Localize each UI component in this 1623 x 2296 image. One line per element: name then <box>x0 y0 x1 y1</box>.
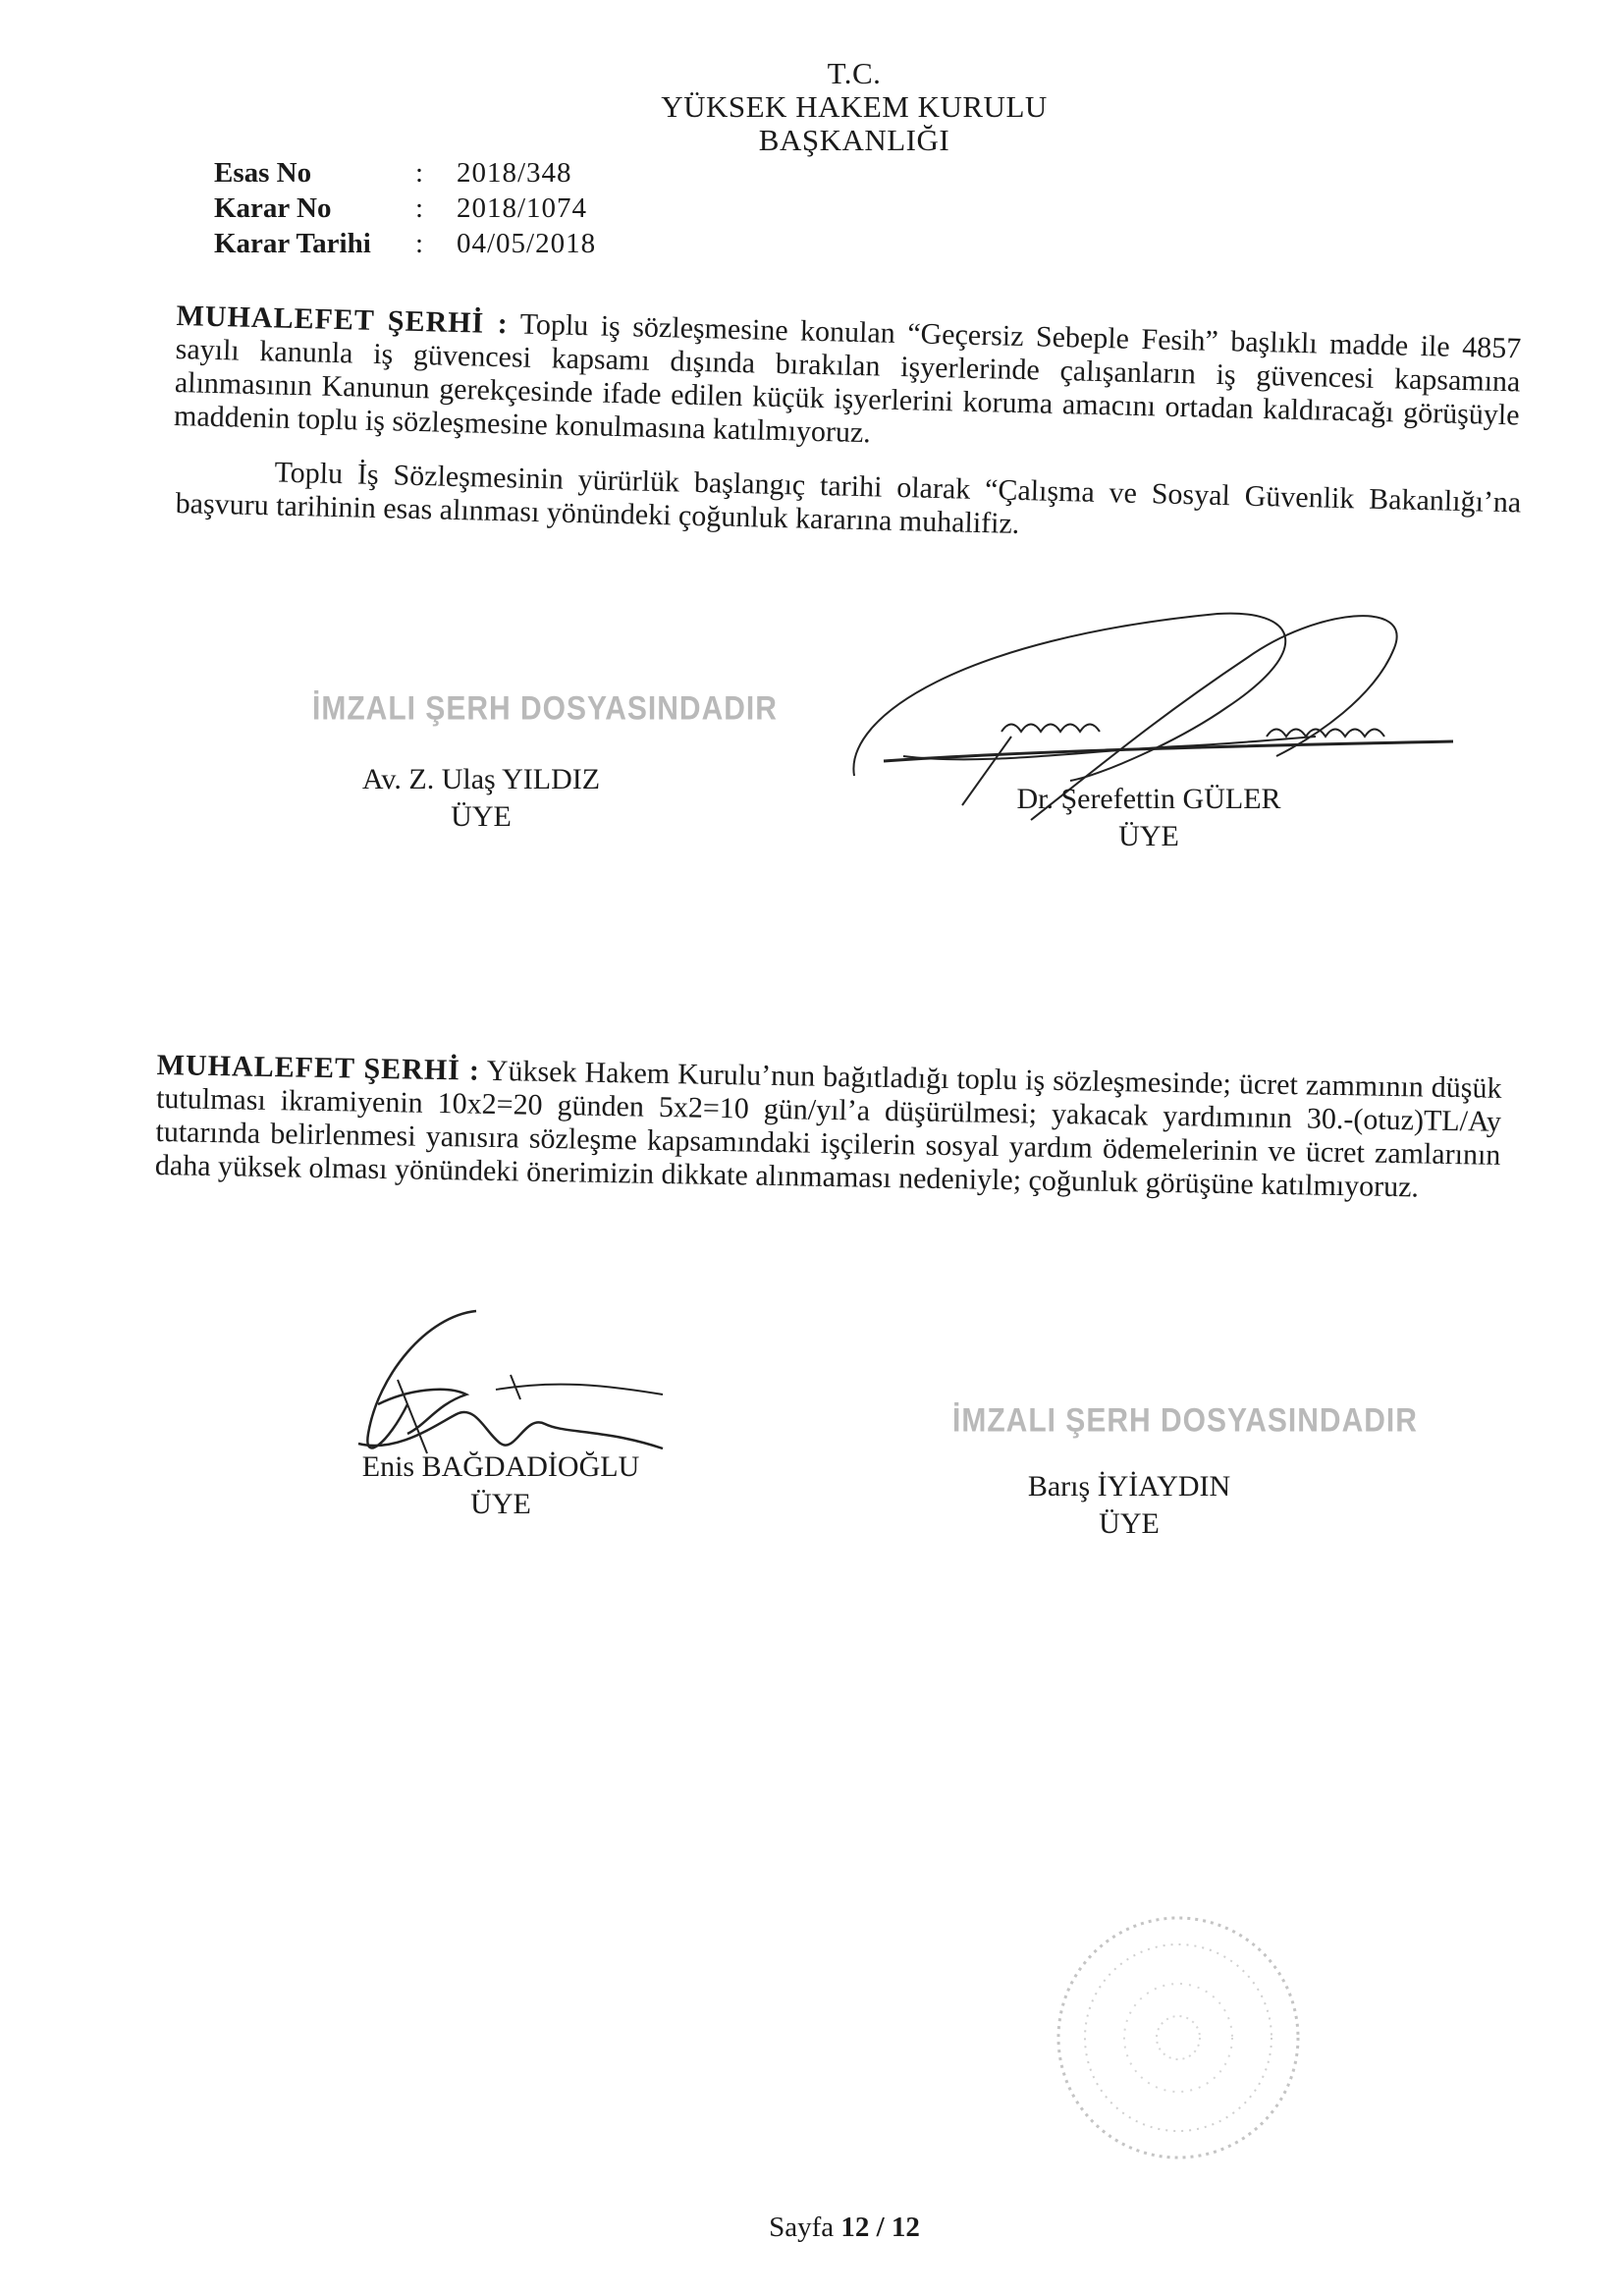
institution-header <box>628 57 1080 157</box>
header-presidency: BAŞKANLIĞI <box>758 123 950 157</box>
karar-value: 2018/1074 <box>457 192 588 224</box>
signatory-bagdadioglu <box>324 1449 677 1523</box>
esas-row <box>214 155 596 191</box>
signed-dissent-stamp-2: İMZALI ŞERH DOSYASINDADIR <box>952 1401 1418 1440</box>
page-total: 12 <box>891 2212 920 2243</box>
karar-row <box>214 191 596 226</box>
esas-label: Esas No <box>214 157 312 189</box>
tarih-colon: : <box>415 228 424 259</box>
karar-colon: : <box>415 192 424 224</box>
tarih-row <box>214 226 596 261</box>
signatory-role: ÜYE <box>1099 1507 1160 1540</box>
signatory-name: Av. Z. Ulaş YILDIZ <box>361 763 601 795</box>
case-metadata <box>214 155 596 261</box>
dissent-heading-1: MUHALEFET ŞERHİ : <box>176 300 510 341</box>
signatory-iyiaydin <box>972 1468 1286 1543</box>
dissent-heading-2: MUHALEFET ŞERHİ : <box>156 1049 481 1087</box>
page-current: 12 <box>840 2212 870 2243</box>
tarih-value: 04/05/2018 <box>457 228 597 259</box>
dissent-text-2: Yüksek Hakem Kurulu’nun bağıtladığı toplu iş sözleşmesinde; ücret zammının düşük tutulması ikramiyenin 10x2=20 günden 5x2=10 gün/yıl’a düşürülmesi; yakacak yardımının 30.-(otuz)TL/Ay tutarında belirlenmesi yanısıra sözleşme kapsamındaki işçilerin sosyal yardım ödemelerinin ve ücret zamlarının daha yüksek olması yönündeki önerimizin dikkate alınmaması nedeniyle; çoğunluk görüşüne katılmıyoruz. <box>154 1054 1502 1204</box>
page-prefix: Sayfa <box>769 2212 835 2243</box>
official-seal-icon <box>1041 1900 1316 2175</box>
header-tc: T.C. <box>827 56 882 90</box>
esas-value: 2018/348 <box>457 157 572 189</box>
page-number <box>746 2212 943 2244</box>
signed-dissent-stamp-1: İMZALI ŞERH DOSYASINDADIR <box>312 689 778 728</box>
signatory-name: Barış İYİAYDIN <box>1027 1470 1231 1503</box>
dissent-paragraph-2 <box>155 1049 1502 1206</box>
signatory-name: Enis BAĞDADİOĞLU <box>361 1450 640 1483</box>
tarih-label: Karar Tarihi <box>214 228 371 259</box>
signatory-yildiz <box>324 761 638 836</box>
dissent-paragraph-1 <box>174 300 1522 465</box>
esas-colon: : <box>415 157 424 189</box>
page-separator: / <box>876 2212 885 2243</box>
signatory-guler <box>972 781 1325 855</box>
dissent-paragraph-1b <box>175 454 1521 553</box>
signatory-role: ÜYE <box>470 1488 531 1520</box>
dissent-text-1: Toplu iş sözleşmesine konulan “Geçersiz Sebeple Fesih” başlıklı madde ile 4857 sayılı kanunla iş güvencesi kapsamı dışında bırakılan işyerlerinde çalışanların iş güvencesi kapsamına alınmasının Kanunun gerekçesinde ifade edilen küçük işyerlerini koruma amacını ortadan kaldıracağı görüşüyle maddenin toplu iş sözleşmesine konulmasına katılmıyoruz. <box>173 307 1522 450</box>
signatory-role: ÜYE <box>1118 820 1179 852</box>
karar-label: Karar No <box>214 192 332 224</box>
dissent-text-1b: Toplu İş Sözleşmesinin yürürlük başlangıç tarihi olarak “Çalışma ve Sosyal Güvenlik Bakanlığı’na başvuru tarihinin esas alınması yönündeki çoğunluk kararına muhalifiz. <box>175 456 1522 540</box>
signatory-name: Dr. Şerefettin GÜLER <box>1016 783 1281 815</box>
header-institution: YÜKSEK HAKEM KURULU <box>661 89 1048 124</box>
signatory-role: ÜYE <box>451 800 512 833</box>
